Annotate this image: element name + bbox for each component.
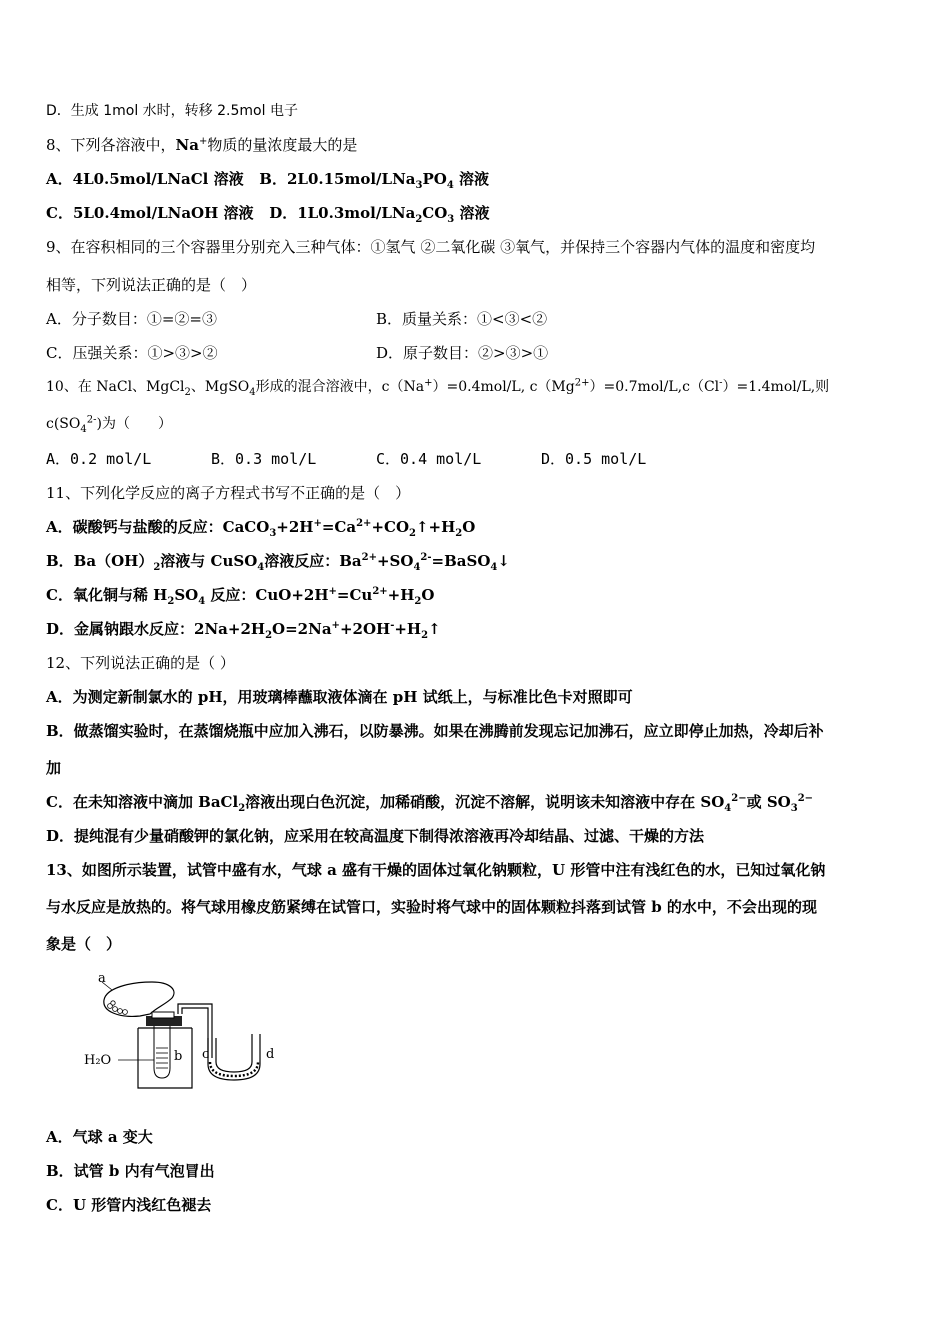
q8-options-cd xyxy=(46,203,490,223)
q10-option-c: C．0.4 mol/L xyxy=(376,450,482,468)
q11-option-d: D．金属钠跟水反应：$2Na+2H_2O=2Na^++2OH^-+H_2↑$ xyxy=(46,620,441,641)
q7-option-d: D．生成 1mol 水时，转移 2.5mol 电子 xyxy=(46,103,298,119)
q13-stem-line3: 象是（ ） xyxy=(46,935,122,953)
apparatus-figure xyxy=(80,968,290,1093)
q8-option-b: B．$2L0.15mol/LNa_3PO_4$ 溶液 xyxy=(259,170,490,191)
q11-option-a: A．碳酸钙与盐酸的反应：$CaCO_3+2H^+=Ca^{2+}+CO_2↑+H_2O$ xyxy=(46,518,476,539)
q12-option-d: D．提纯混有少量硝酸钾的氯化钠，应采用在较高温度下制得浓溶液再冷却结晶、过滤、干燥的方法 xyxy=(46,827,705,845)
test-tube-b xyxy=(154,1026,170,1078)
q12-option-a: A．为测定新制氯水的 pH，用玻璃棒蘸取液体滴在 pH 试纸上，与标准比色卡对照即可 xyxy=(46,688,633,706)
q9-option-b: B．质量关系：①<③<② xyxy=(376,310,548,328)
q9-stem-line2: 相等，下列说法正确的是（ ） xyxy=(46,276,257,294)
q11-option-b: B．$Ba(OH)_2$溶液与 CuSO$_4$溶液反应：$Ba^{2+}+SO_4^{2-}=BaSO_4↓$ xyxy=(46,552,510,573)
q10-stem-line1: 10、在 NaCl、MgCl$_2$、MgSO$_4$形成的混合溶液中，c（Na+）=0.4mol/L, $c(Mg^{2+})=0.7mol/L,c(Cl^-)=1.4mol/L$,则 xyxy=(46,377,830,398)
q8-option-c: C．5L0.4mol/LNaOH 溶液 xyxy=(46,204,254,222)
q12-option-b-line1: B．做蒸馏实验时，在蒸馏烧瓶中应加入沸石，以防暴沸。如果在沸腾前发现忘记加沸石，应立即停止加热，冷却后补 xyxy=(46,722,824,740)
label-c: c xyxy=(202,1047,210,1062)
q10-option-b: B．0.3 mol/L xyxy=(211,450,317,468)
q9-option-a: A．分子数目：①=②=③ xyxy=(46,310,217,328)
q12-option-c: C．在未知溶液中滴加 BaCl$_2$溶液出现白色沉淀，加稀硝酸，沉淀不溶解，说明该未知溶液中存在 $SO_4^{2-}$或 $SO_3^{2-}$ xyxy=(46,793,814,814)
q13-option-a: A．气球 a 变大 xyxy=(46,1128,153,1146)
q11-stem: 11、下列化学反应的离子方程式书写不正确的是（ ） xyxy=(46,484,411,502)
label-b: b xyxy=(174,1049,183,1064)
q9-option-d: D．原子数目：②>③>① xyxy=(376,344,549,362)
q9-option-c: C．压强关系：①>③>② xyxy=(46,344,218,362)
label-h2o: H₂O xyxy=(84,1053,112,1068)
q13-stem-line2: 与水反应是放热的。将气球用橡皮筋紧缚在试管口，实验时将气球中的固体颗粒抖落到试管 b 的水中，不会出现的现 xyxy=(46,898,817,916)
q10-option-a: A．0.2 mol/L xyxy=(46,450,152,468)
q13-option-b: B．试管 b 内有气泡冒出 xyxy=(46,1162,215,1180)
q12-option-b-line2: 加 xyxy=(46,759,62,777)
q13-option-c: C．U 形管内浅红色褪去 xyxy=(46,1196,212,1214)
q10-option-d: D．0.5 mol/L xyxy=(541,450,647,468)
q8-options-ab xyxy=(46,169,489,189)
q13-stem-line1: 13、如图所示装置，试管中盛有水，气球 a 盛有干燥的固体过氧化钠颗粒，U 形管中注有浅红色的水，已知过氧化钠 xyxy=(46,861,826,879)
q11-option-c: C．氧化铜与稀 $H_2SO_4$ 反应：$CuO+2H^+=Cu^{2+}+H_2O$ xyxy=(46,586,435,607)
q9-stem-line1: 9、在容积相同的三个容器里分别充入三种气体：①氢气 ②二氧化碳 ③氧气，并保持三个容器内气体的温度和密度均 xyxy=(46,238,816,256)
q10-stem-line2: $c(SO_4^{2-})$为（ ） xyxy=(46,414,172,435)
label-a: a xyxy=(98,971,106,986)
q8-stem: 8、下列各溶液中，Na+物质的量浓度最大的是 xyxy=(46,136,358,154)
q12-stem: 12、下列说法正确的是（ ） xyxy=(46,654,235,672)
q8-option-a: A．4L0.5mol/LNaCl 溶液 xyxy=(46,170,244,188)
q8-option-d: D．$1L0.3mol/LNa_2CO_3$ 溶液 xyxy=(269,204,490,225)
label-d: d xyxy=(266,1047,275,1062)
